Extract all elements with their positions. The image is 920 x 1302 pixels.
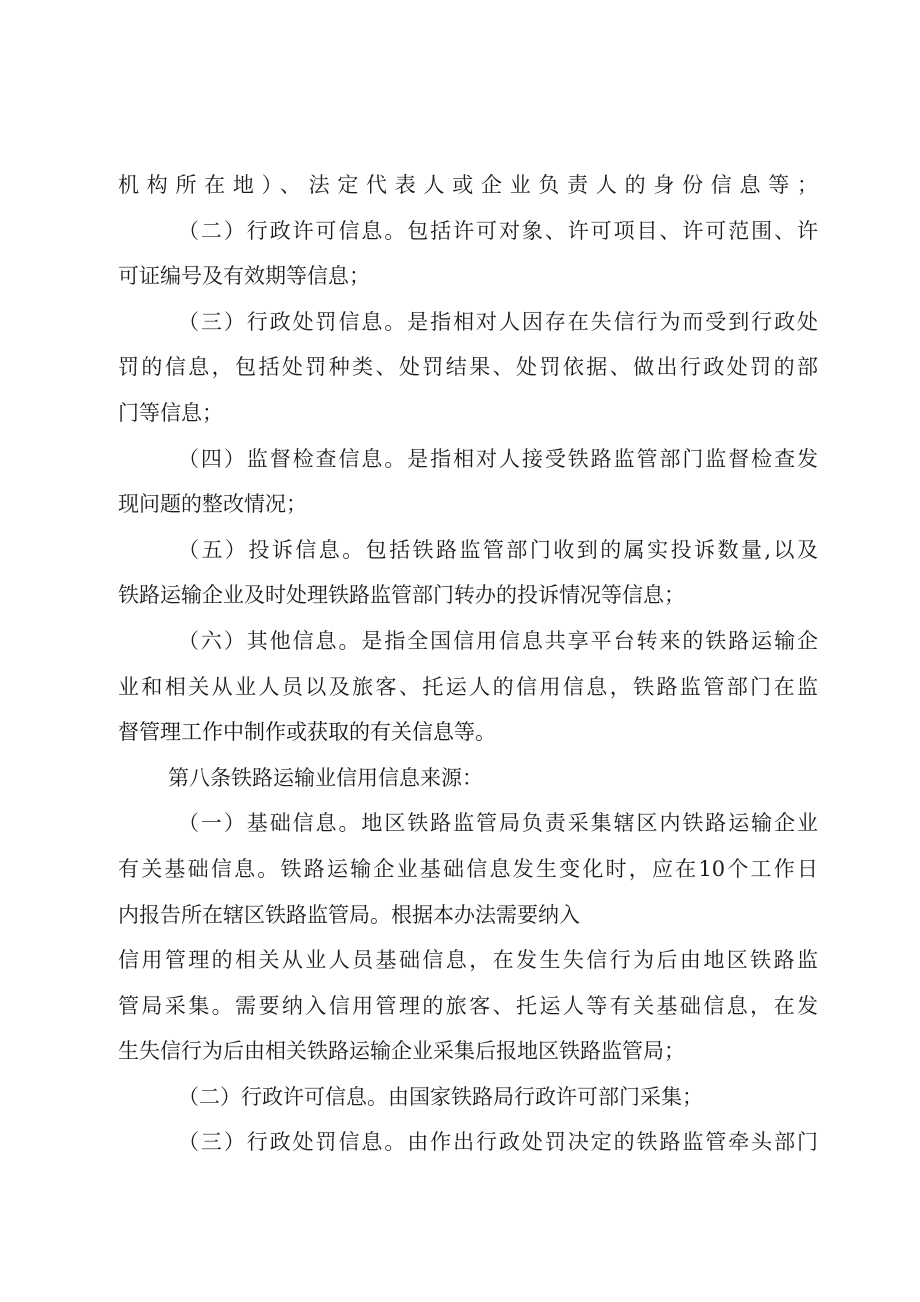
text-line	[118, 801, 818, 847]
line-text: 内报告所在辖区铁路监管局。根据本办法需要纳入	[118, 902, 580, 927]
line-text: 门等信息；	[118, 400, 223, 425]
line-text: 现问题的整改情况；	[118, 492, 307, 517]
line-text: （二）行政许可信息。由国家铁路局行政许可部门采集；	[178, 1084, 703, 1109]
line-text: 可证编号及有效期等信息；	[118, 264, 370, 289]
line-text: 铁路运输企业及时处理铁路监管部门转办的投诉情况等信息；	[118, 583, 685, 608]
text-line	[118, 163, 818, 209]
line-text: （三）行政处罚信息。是指相对人因存在失信行为而受到行政处	[178, 309, 818, 334]
text-line	[118, 1075, 818, 1121]
text-line	[118, 528, 818, 574]
text-line	[118, 1029, 818, 1075]
text-line	[118, 345, 818, 391]
text-line	[118, 573, 818, 619]
text-line	[118, 984, 818, 1030]
text-line	[118, 1120, 818, 1166]
line-text: 督管理工作中制作或获取的有关信息等。	[118, 720, 496, 745]
text-line	[118, 437, 818, 483]
text-line	[118, 482, 818, 528]
text-line	[118, 665, 818, 711]
line-text: 机构所在地）、法定代表人或企业负责人的身份信息等；	[118, 173, 818, 197]
text-line	[118, 710, 818, 756]
text-line	[118, 254, 818, 300]
text-line	[118, 847, 818, 893]
text-line	[118, 619, 818, 665]
line-text: （一）基础信息。地区铁路监管局负责采集辖区内铁路运输企业	[178, 811, 818, 836]
text-line	[118, 300, 818, 346]
line-text: 第八条铁路运输业信用信息来源：	[168, 765, 483, 790]
line-text: （三）行政处罚信息。由作出行政处罚决定的铁路监管牵头部门	[178, 1130, 818, 1155]
line-text: 生失信行为后由相关铁路运输企业采集后报地区铁路监管局；	[118, 1039, 685, 1064]
line-text: 信用管理的相关从业人员基础信息，在发生失信行为后由地区铁路监	[118, 948, 818, 973]
line-text: 业和相关从业人员以及旅客、托运人的信用信息，铁路监管部门在监	[118, 674, 818, 699]
line-text: 罚的信息，包括处罚种类、处罚结果、处罚依据、做出行政处罚的部	[118, 355, 818, 380]
document-body	[118, 163, 818, 1166]
line-text: （五）投诉信息。包括铁路监管部门收到的属实投诉数量,以及	[178, 537, 818, 562]
line-text: 管局采集。需要纳入信用管理的旅客、托运人等有关基础信息，在发	[118, 993, 818, 1018]
text-line	[118, 209, 818, 255]
line-text: （二）行政许可信息。包括许可对象、许可项目、许可范围、许	[178, 218, 818, 243]
text-line	[118, 938, 818, 984]
line-text: （四）监督检查信息。是指相对人接受铁路监管部门监督检查发	[178, 446, 818, 471]
text-line	[118, 893, 818, 939]
line-text: （六）其他信息。是指全国信用信息共享平台转来的铁路运输企	[178, 628, 818, 653]
line-text: 有关基础信息。铁路运输企业基础信息发生变化时，应在10个工作日	[118, 856, 818, 881]
section-heading	[118, 756, 818, 802]
text-line	[118, 391, 818, 437]
